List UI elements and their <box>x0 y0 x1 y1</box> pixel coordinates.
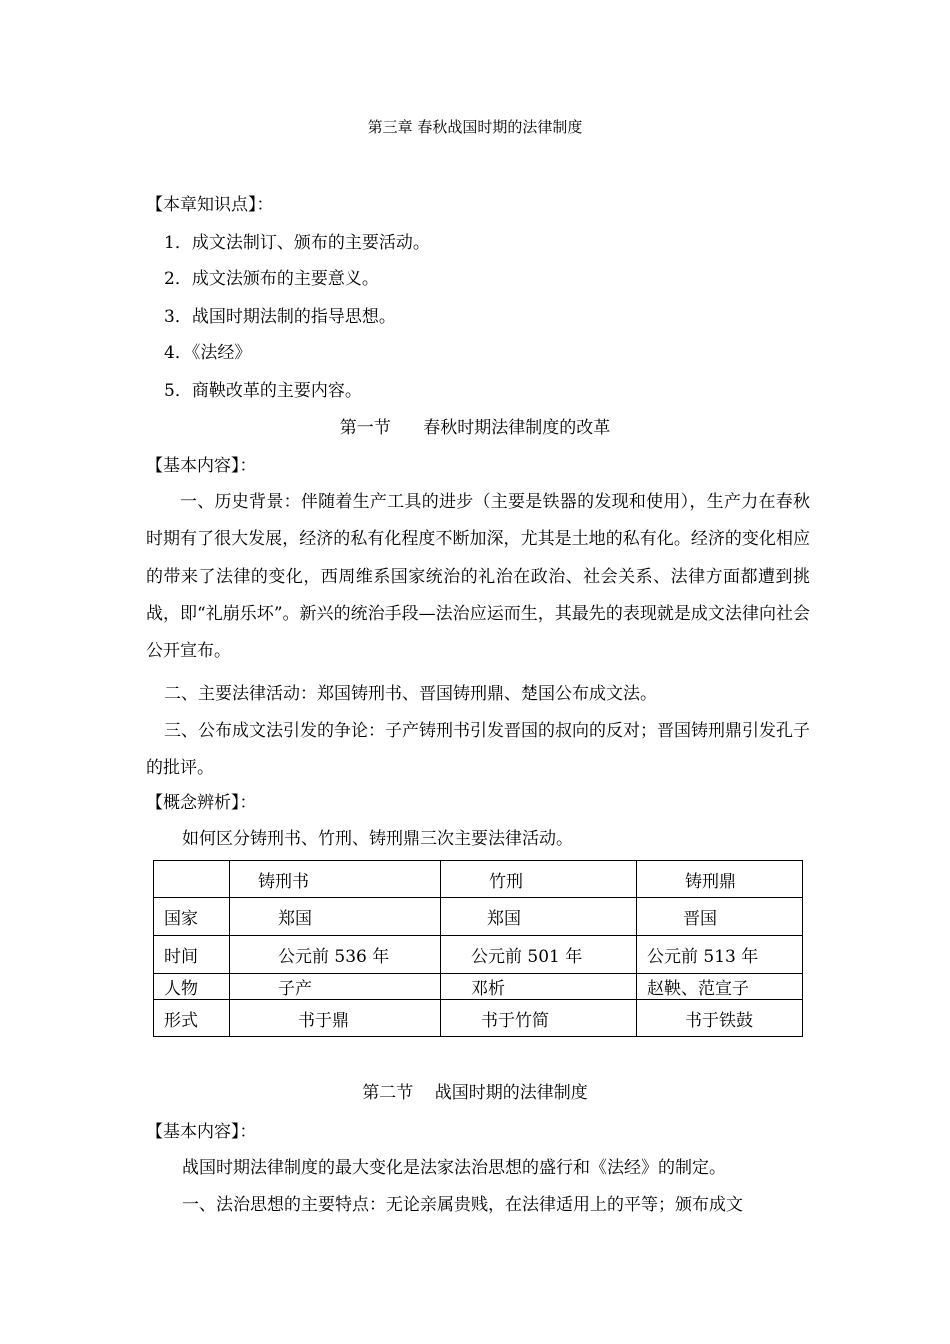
table-header-row <box>154 861 803 898</box>
section1-paragraph-1: 一、历史背景：伴随着生产工具的进步（主要是铁器的发现和使用），生产力在春秋时期有了很大发展，经济的私有化程度不断加深，尤其是土地的私有化。经济的变化相应的带来了法律的变化，西周维系国家统治的礼治在政治、社会关系、法律方面都遭到挑战，即“礼崩乐坏”。新兴的统治手段—法治应运而生，其最先的表现就是成文法律向社会公开宣布。 <box>146 492 810 662</box>
table-header-cell <box>154 861 230 898</box>
table-header-cell: 铸刑鼎 <box>637 861 803 898</box>
section1-paragraph-3: 三、公布成文法引发的争论：子产铸刑书引发晋国的叔向的反对；晋国铸刑鼎引发孔子的批评。 <box>146 721 810 779</box>
table-cell: 邓析 <box>441 974 637 1000</box>
table-cell: 赵鞅、范宣子 <box>637 974 803 1000</box>
chapter-title: 第三章 春秋战国时期的法律制度 <box>367 118 583 136</box>
section1-title: 第一节 春秋时期法律制度的改革 <box>339 418 611 438</box>
concept-intro: 如何区分铸刑书、竹刑、铸刑鼎三次主要法律活动。 <box>182 829 573 849</box>
knowledge-item-1: 1．成文法制订、颁布的主要活动。 <box>164 233 430 253</box>
comparison-table <box>153 860 803 1037</box>
table-cell: 国家 <box>154 898 230 936</box>
table-cell: 书于鼎 <box>230 1000 441 1037</box>
section1-paragraph-2: 二、主要法律活动：郑国铸刑书、晋国铸刑鼎、楚国公布成文法。 <box>164 684 657 704</box>
table-row <box>154 974 803 1000</box>
table-cell: 时间 <box>154 936 230 974</box>
table-cell: 人物 <box>154 974 230 1000</box>
knowledge-item-2: 2．成文法颁布的主要意义。 <box>164 269 379 289</box>
table-row <box>154 1000 803 1037</box>
section2-basic-heading: 【基本内容】： <box>146 1122 257 1142</box>
table-header-cell: 竹刑 <box>441 861 637 898</box>
section2-paragraph-1: 战国时期法律制度的最大变化是法家法治思想的盛行和《法经》的制定。 <box>182 1158 726 1178</box>
table-cell: 晋国 <box>637 898 803 936</box>
table-cell: 郑国 <box>230 898 441 936</box>
knowledge-heading: 【本章知识点】： <box>146 195 274 215</box>
section1-basic-heading: 【基本内容】： <box>146 456 257 476</box>
table-cell: 公元前 513 年 <box>637 936 803 974</box>
table-header-cell: 铸刑书 <box>230 861 441 898</box>
table-row <box>154 936 803 974</box>
table-row <box>154 898 803 936</box>
table-cell: 书于竹简 <box>441 1000 637 1037</box>
table-cell: 形式 <box>154 1000 230 1037</box>
table-cell: 公元前 536 年 <box>230 936 441 974</box>
section2-paragraph-2: 一、法治思想的主要特点：无论亲属贵贱，在法律适用上的平等；颁布成文 <box>182 1195 743 1215</box>
knowledge-item-3: 3．战国时期法制的指导思想。 <box>164 307 396 327</box>
table-cell: 书于铁鼓 <box>637 1000 803 1037</box>
concept-heading: 【概念辨析】： <box>146 793 257 813</box>
table-cell: 郑国 <box>441 898 637 936</box>
knowledge-item-5: 5．商鞅改革的主要内容。 <box>164 381 362 401</box>
table-cell: 公元前 501 年 <box>441 936 637 974</box>
section2-title: 第二节 战国时期的法律制度 <box>362 1083 588 1103</box>
table-cell: 子产 <box>230 974 441 1000</box>
knowledge-item-4: 4．《法经》 <box>164 343 252 363</box>
